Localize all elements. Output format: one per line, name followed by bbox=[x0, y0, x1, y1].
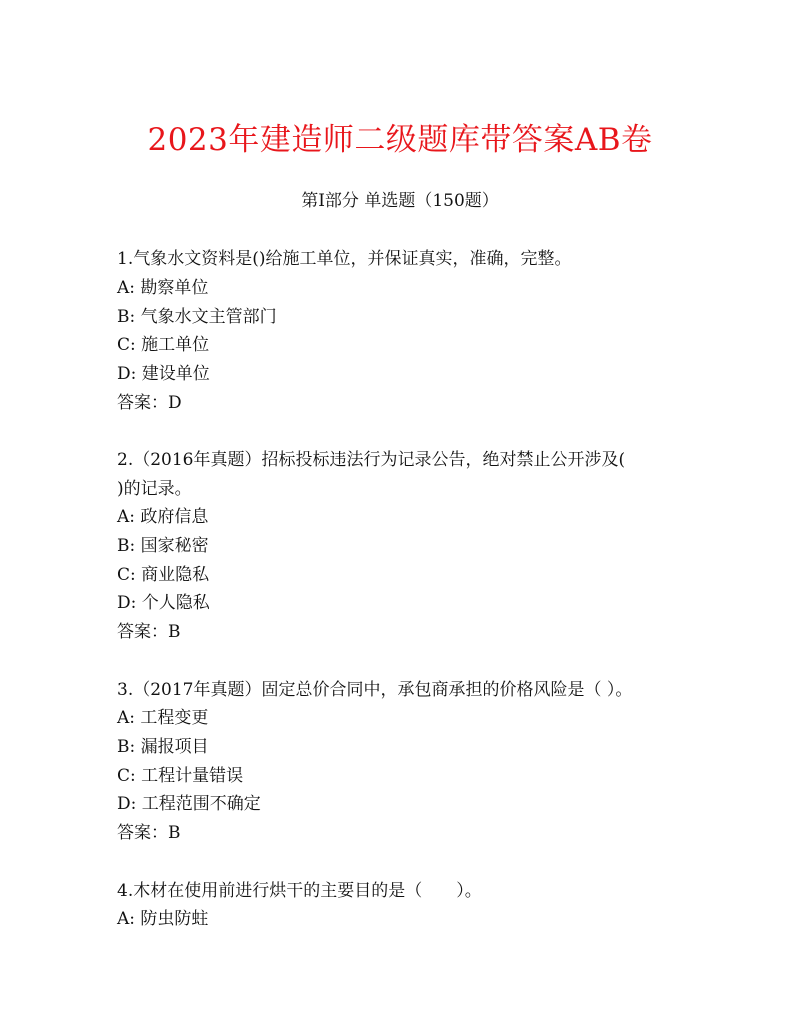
question-3-option-a: A: 工程变更 bbox=[117, 708, 209, 728]
question-2-option-a: A: 政府信息 bbox=[117, 507, 209, 527]
question-1-option-a: A: 勘察单位 bbox=[117, 278, 209, 298]
question-2-option-b: B: 国家秘密 bbox=[117, 536, 209, 556]
question-1-answer: 答案：D bbox=[117, 393, 182, 413]
question-3-option-b: B: 漏报项目 bbox=[117, 737, 209, 757]
question-1-option-b: B: 气象水文主管部门 bbox=[117, 307, 277, 327]
question-3-answer: 答案：B bbox=[117, 823, 181, 843]
question-1-option-c: C: 施工单位 bbox=[117, 335, 210, 355]
question-2-option-d: D: 个人隐私 bbox=[117, 593, 210, 613]
question-1-stem: 1.气象水文资料是()给施工单位，并保证真实，准确，完整。 bbox=[117, 249, 572, 269]
question-3-option-d: D: 工程范围不确定 bbox=[117, 794, 261, 814]
question-4-option-a: A: 防虫防蛀 bbox=[117, 909, 209, 929]
question-2-answer: 答案：B bbox=[117, 622, 181, 642]
document-title: 2023年建造师二级题库带答案AB卷 bbox=[147, 122, 653, 158]
question-4-stem: 4.木材在使用前进行烘干的主要目的是（ ）。 bbox=[117, 881, 482, 901]
question-1-option-d: D: 建设单位 bbox=[117, 364, 210, 384]
question-2-stem-line-2: )的记录。 bbox=[117, 479, 192, 499]
question-2-stem-line-1: 2.（2016年真题）招标投标违法行为记录公告，绝对禁止公开涉及( bbox=[117, 450, 626, 470]
section-heading: 第I部分 单选题（150题） bbox=[301, 191, 499, 211]
question-3-option-c: C: 工程计量错误 bbox=[117, 766, 244, 786]
question-2-option-c: C: 商业隐私 bbox=[117, 565, 210, 585]
question-3-stem: 3.（2017年真题）固定总价合同中，承包商承担的价格风险是（ ）。 bbox=[117, 680, 633, 700]
